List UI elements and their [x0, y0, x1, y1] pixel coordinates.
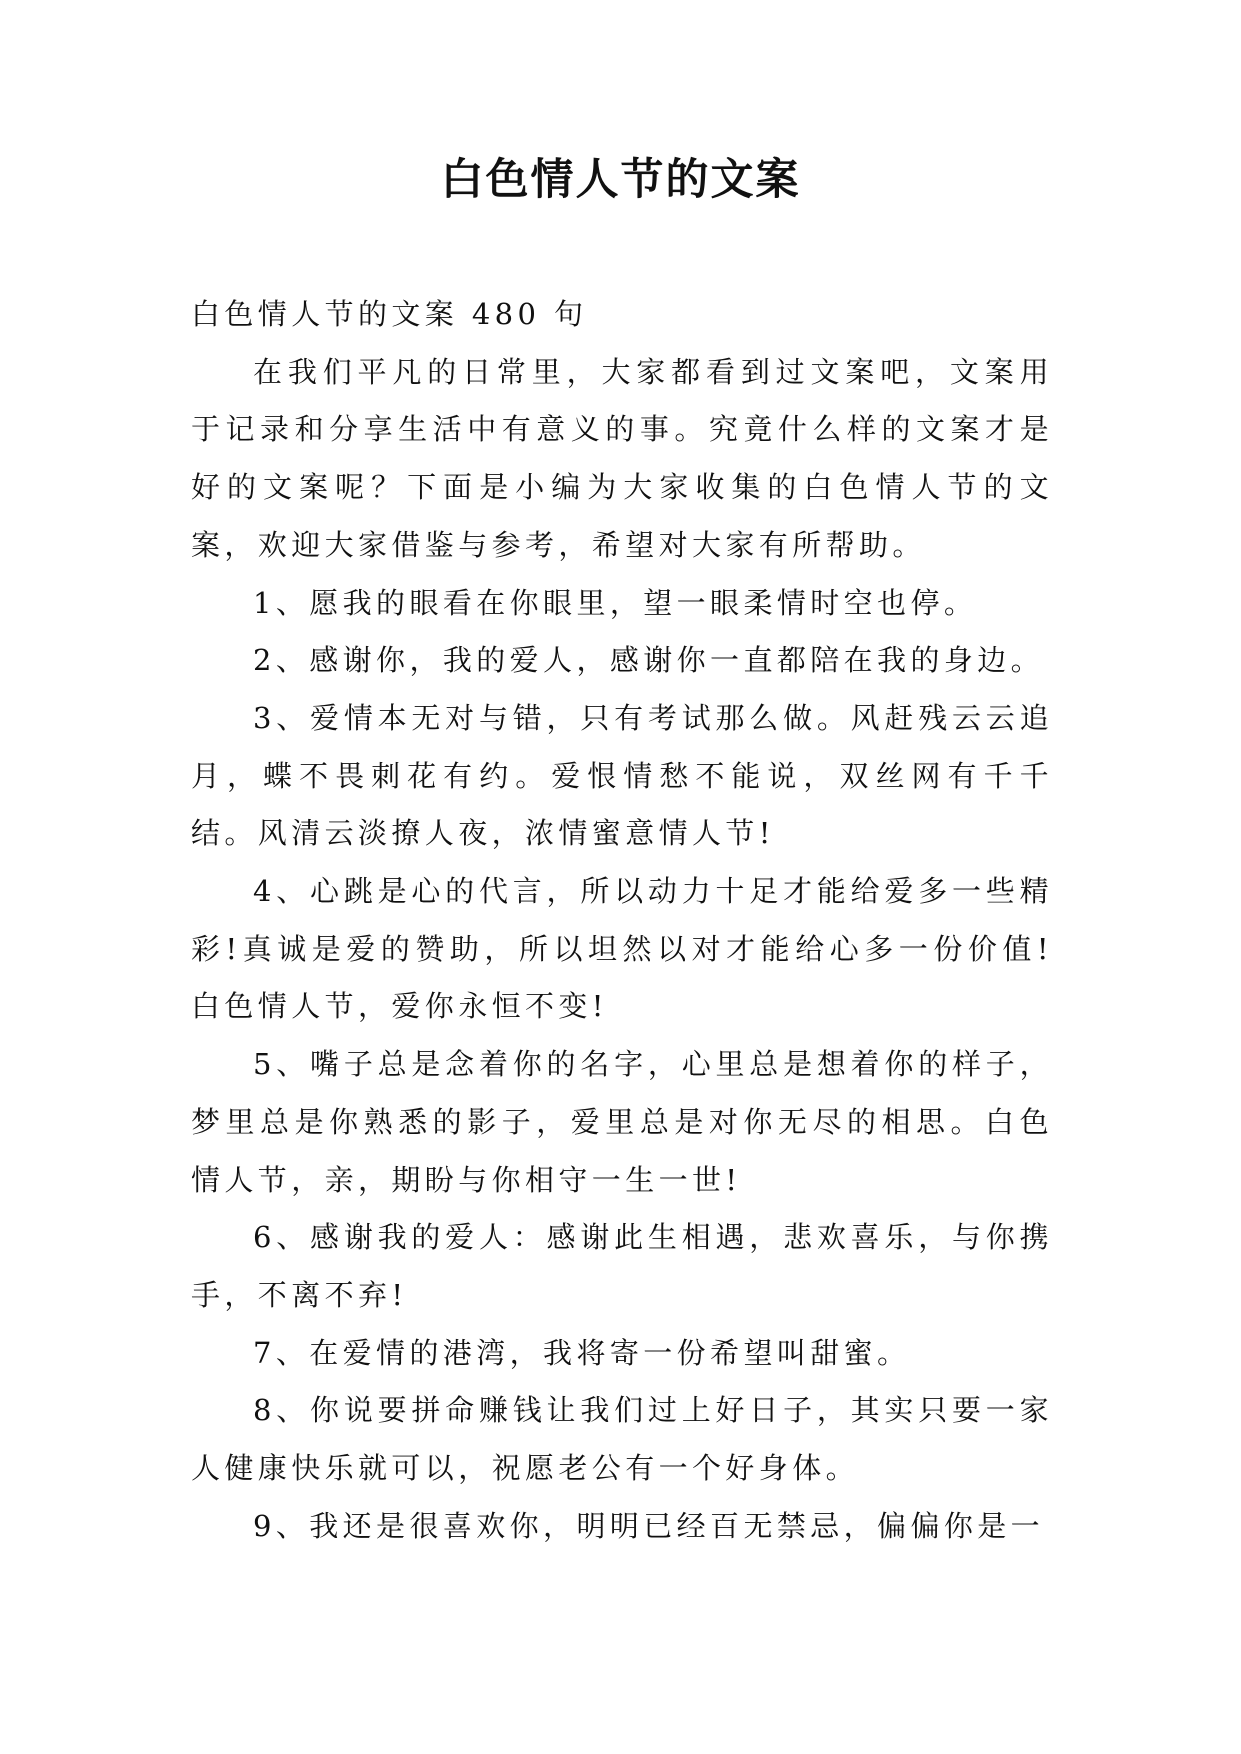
- list-item: 5、嘴子总是念着你的名字，心里总是想着你的样子，梦里总是你熟悉的影子，爱里总是对你无尽的相思。白色情人节，亲，期盼与你相守一生一世!: [191, 1047, 1053, 1197]
- list-item: 3、爱情本无对与错，只有考试那么做。风赶残云云追月，蝶不畏刺花有约。爱恨情愁不能说，双丝网有千千结。风清云淡撩人夜，浓情蜜意情人节!: [191, 700, 1053, 851]
- list-item: 1、愿我的眼看在你眼里，望一眼柔情时空也停。: [253, 585, 978, 620]
- list-item: 9、我还是很喜欢你，明明已经百无禁忌，偏偏你是一: [253, 1508, 1045, 1543]
- list-item: 7、在爱情的港湾，我将寄一份希望叫甜蜜。: [253, 1335, 911, 1370]
- intro-paragraph: 在我们平凡的日常里，大家都看到过文案吧，文案用于记录和分享生活中有意义的事。究竟什么样的文案才是好的文案呢？下面是小编为大家收集的白色情人节的文案，欢迎大家借鉴与参考，希望对大家有所帮助。: [191, 354, 1053, 562]
- document-title: 白色情人节的文案: [440, 155, 801, 205]
- list-item: 6、感谢我的爱人：感谢此生相遇，悲欢喜乐，与你携手，不离不弃!: [191, 1220, 1053, 1312]
- document-body: [191, 286, 1053, 1555]
- list-item: 2、感谢你，我的爱人，感谢你一直都陪在我的身边。: [253, 643, 1045, 678]
- list-item: 4、心跳是心的代言，所以动力十足才能给爱多一些精彩!真诚是爱的赞助，所以坦然以对才能给心多一份价值!白色情人节，爱你永恒不变!: [191, 874, 1053, 1024]
- list-item: 8、你说要拼命赚钱让我们过上好日子，其实只要一家人健康快乐就可以，祝愿老公有一个好身体。: [191, 1393, 1053, 1486]
- document-subtitle: 白色情人节的文案 480 句: [191, 297, 588, 331]
